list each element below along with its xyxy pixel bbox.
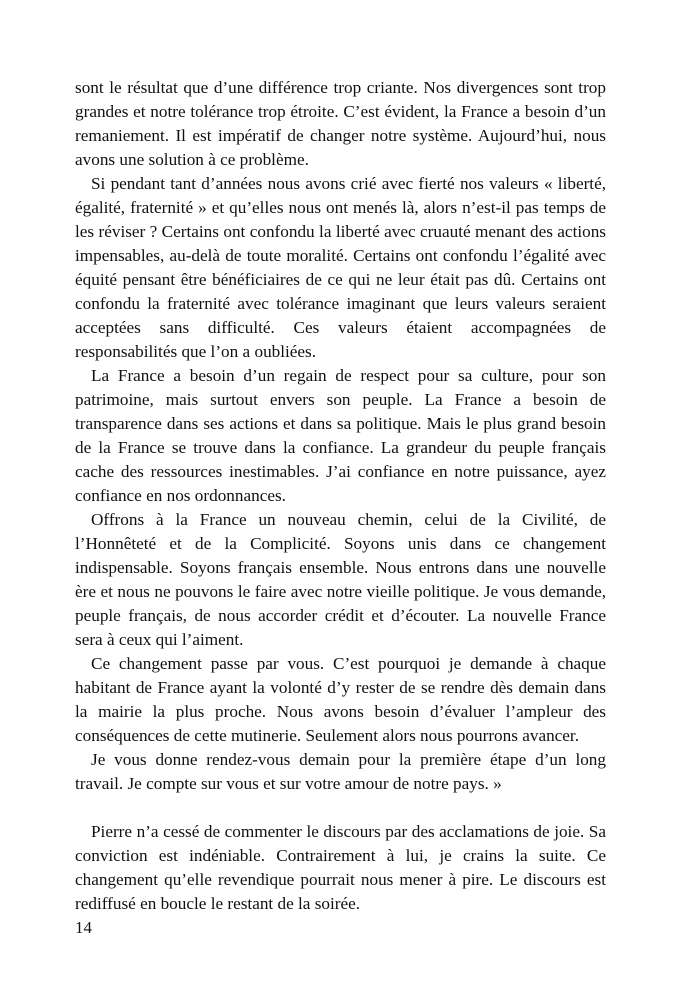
paragraph-narration: Pierre n’a cessé de commenter le discours par des acclamations de joie. Sa conviction est indéniable. Contrairement à lui, je crains la suite. Ce changement qu’elle revendique pourrait nous mener à pire. Le discours est rediffusé en boucle le restant de la soirée. [75,822,606,913]
body-text [75,76,606,916]
paragraph-appointment: Je vous donne rendez-vous demain pour la première étape d’un long travail. Je compte sur vous et sur votre amour de notre pays. » [75,750,606,793]
paragraph-values: Si pendant tant d’années nous avons crié avec fierté nos valeurs « liberté, égalité, fraternité » et qu’elles nous ont menés là, alors n’est-il pas temps de les réviser ? Certains ont confondu la liberté avec cruauté menant des actions impensables, au-delà de toute moralité. Certains ont confondu l’égalité avec équité pensant être bénéficiaires de ce qui ne leur était pas dû. Certains ont confondu la fraternité avec tolérance imaginant que leurs valeurs seraient acceptées sans difficulté. Ces valeurs étaient accompagnées de responsabilités que l’on a oubliées. [75,174,606,361]
paragraph-respect: La France a besoin d’un regain de respect pour sa culture, pour son patrimoine, mais surtout envers son peuple. La France a besoin de transparence dans ses actions et dans sa politique. Mais le plus grand besoin de la France se trouve dans la confiance. La grandeur du peuple français cache des ressources inestimables. J’ai confiance en notre puissance, ayez confiance en nos ordonnances. [75,366,606,505]
paragraph-new-path: Offrons à la France un nouveau chemin, celui de la Civilité, de l’Honnêteté et de la Complicité. Soyons unis dans ce changement indispensable. Soyons français ensemble. Nous entrons dans une nouvelle ère et nous ne pouvons le faire avec notre vieille politique. Je vous demande, peuple français, de nous accorder crédit et d’écouter. La nouvelle France sera à ceux qui l’aiment. [75,510,606,649]
page-number: 14 [75,918,92,937]
paragraph-continuation: sont le résultat que d’une différence trop criante. Nos divergences sont trop grandes et notre tolérance trop étroite. C’est évident, la France a besoin d’un remaniement. Il est impératif de changer notre système. Aujourd’hui, nous avons une solution à ce problème. [75,78,606,169]
paragraph-change: Ce changement passe par vous. C’est pourquoi je demande à chaque habitant de France ayant la volonté d’y rester de se rendre dès demain dans la mairie la plus proche. Nous avons besoin d’évaluer l’ampleur des conséquences de cette mutinerie. Seulement alors nous pourrons avancer. [75,654,606,745]
